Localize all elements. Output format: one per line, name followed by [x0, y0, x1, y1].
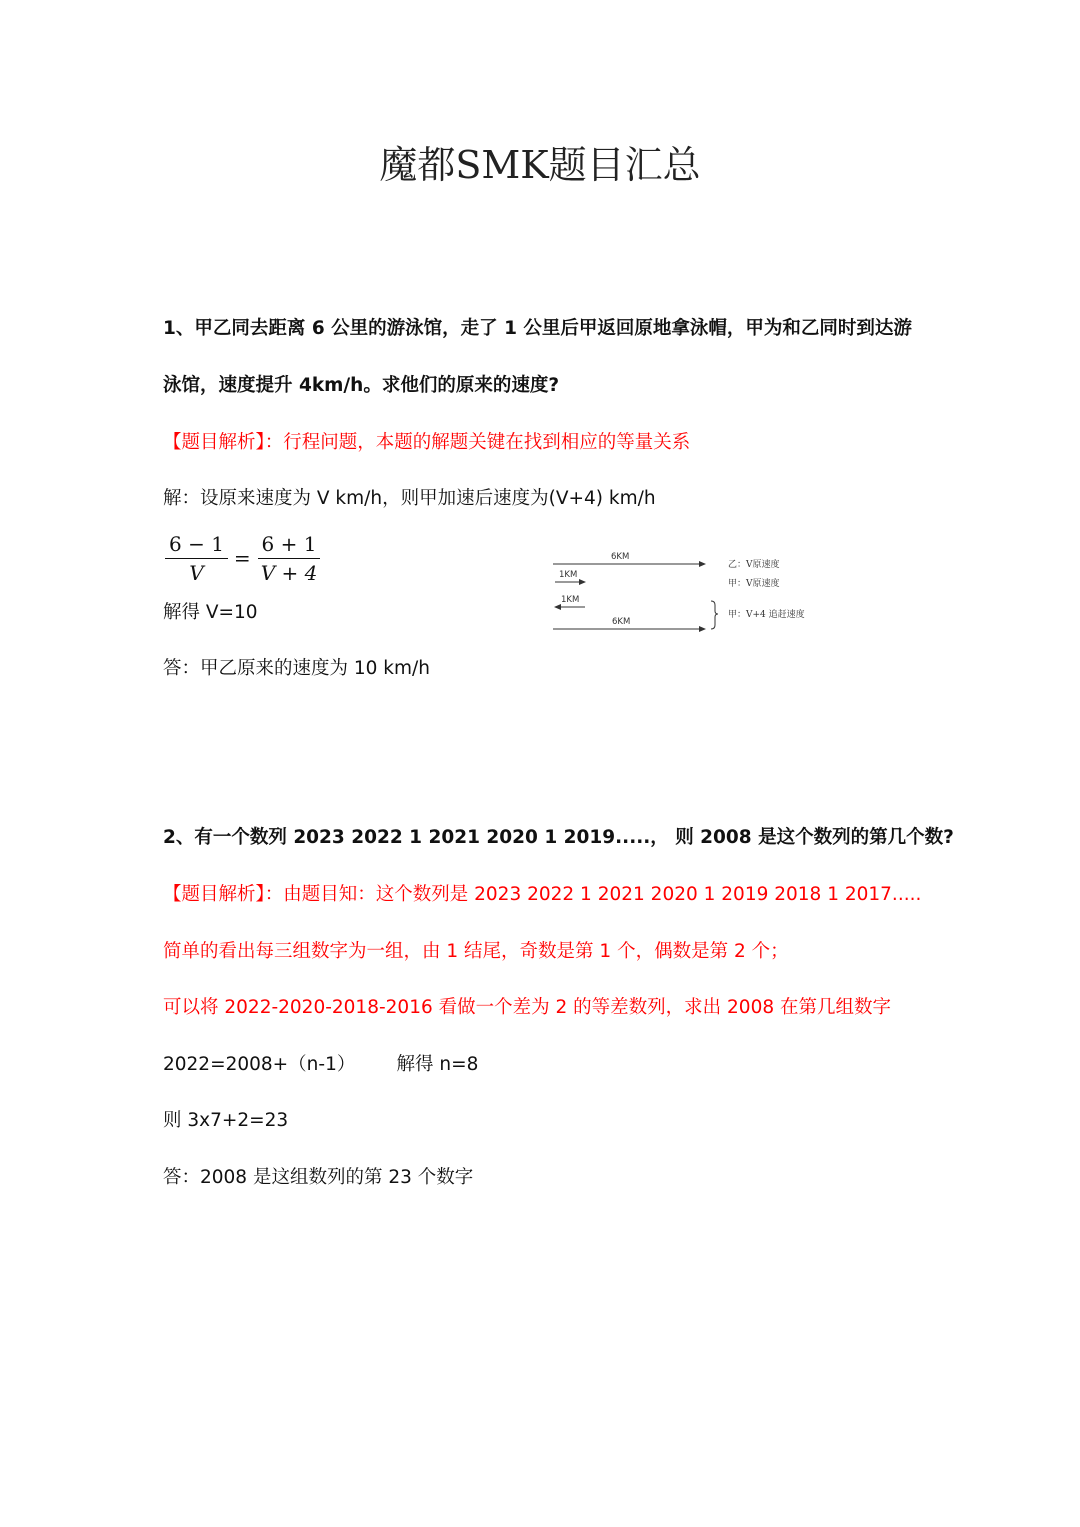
left-numerator: 6 − 1 — [165, 532, 228, 559]
right-denominator: V + 4 — [260, 560, 318, 585]
q2-analysis-line2: 简单的看出每三组数字为一组，由 1 结尾，奇数是第 1 个，偶数是第 2 个； — [163, 941, 789, 962]
q1-question-line2: 泳馆，速度提升 4km/h。求他们的原来的速度? — [163, 375, 560, 396]
left-denominator: V — [189, 560, 204, 585]
right-fraction — [257, 532, 322, 585]
return-segment-label: 1KM — [561, 595, 580, 605]
document-title: 魔都SMK题目汇总 — [379, 143, 701, 187]
brace-icon — [711, 601, 718, 629]
q2-analysis-line1: 【题目解析】：由题目知：这个数列是 2023 2022 1 2021 2020 1 2019 2018 1 2017..... — [163, 884, 922, 905]
q2-question: 2、有一个数列 2023 2022 1 2021 2020 1 2019.....， 则 2008 是这个数列的第几个数? — [163, 827, 954, 848]
motion-diagram — [545, 543, 835, 638]
left-fraction — [165, 532, 228, 585]
q2-answer: 答：2008 是这组数列的第 23 个数字 — [163, 1167, 474, 1188]
bottom-distance-label: 6KM — [612, 617, 631, 627]
q1-question-line1: 1、甲乙同去距离 6 公里的游泳馆，走了 1 公里后甲返回原地拿泳帽，甲为和乙同时到达游 — [163, 318, 912, 339]
top-distance-label: 6KM — [611, 552, 630, 562]
label-yi: 乙：V原速度 — [728, 560, 780, 570]
equals-sign: = — [233, 546, 251, 570]
q1-analysis: 【题目解析】：行程问题，本题的解题关键在找到相应的等量关系 — [163, 432, 691, 453]
q2-calc-line2: 则 3x7+2=23 — [163, 1110, 289, 1131]
q1-solution-setup: 解：设原来速度为 V km/h，则甲加速后速度为(V+4) km/h — [163, 488, 656, 509]
label-jia-fast: 甲：V+4 追赶速度 — [728, 610, 805, 620]
q1-answer: 答：甲乙原来的速度为 10 km/h — [163, 658, 430, 679]
q1-equation — [163, 528, 323, 588]
q2-analysis-line3: 可以将 2022-2020-2018-2016 看做一个差为 2 的等差数列，求出 2008 在第几组数字 — [163, 997, 891, 1018]
first-segment-label: 1KM — [559, 570, 578, 580]
right-numerator: 6 + 1 — [258, 532, 321, 559]
label-jia: 甲：V原速度 — [728, 579, 780, 589]
q1-result: 解得 V=10 — [163, 602, 258, 623]
q2-calc-line1: 2022=2008+（n-1） 解得 n=8 — [163, 1054, 479, 1075]
